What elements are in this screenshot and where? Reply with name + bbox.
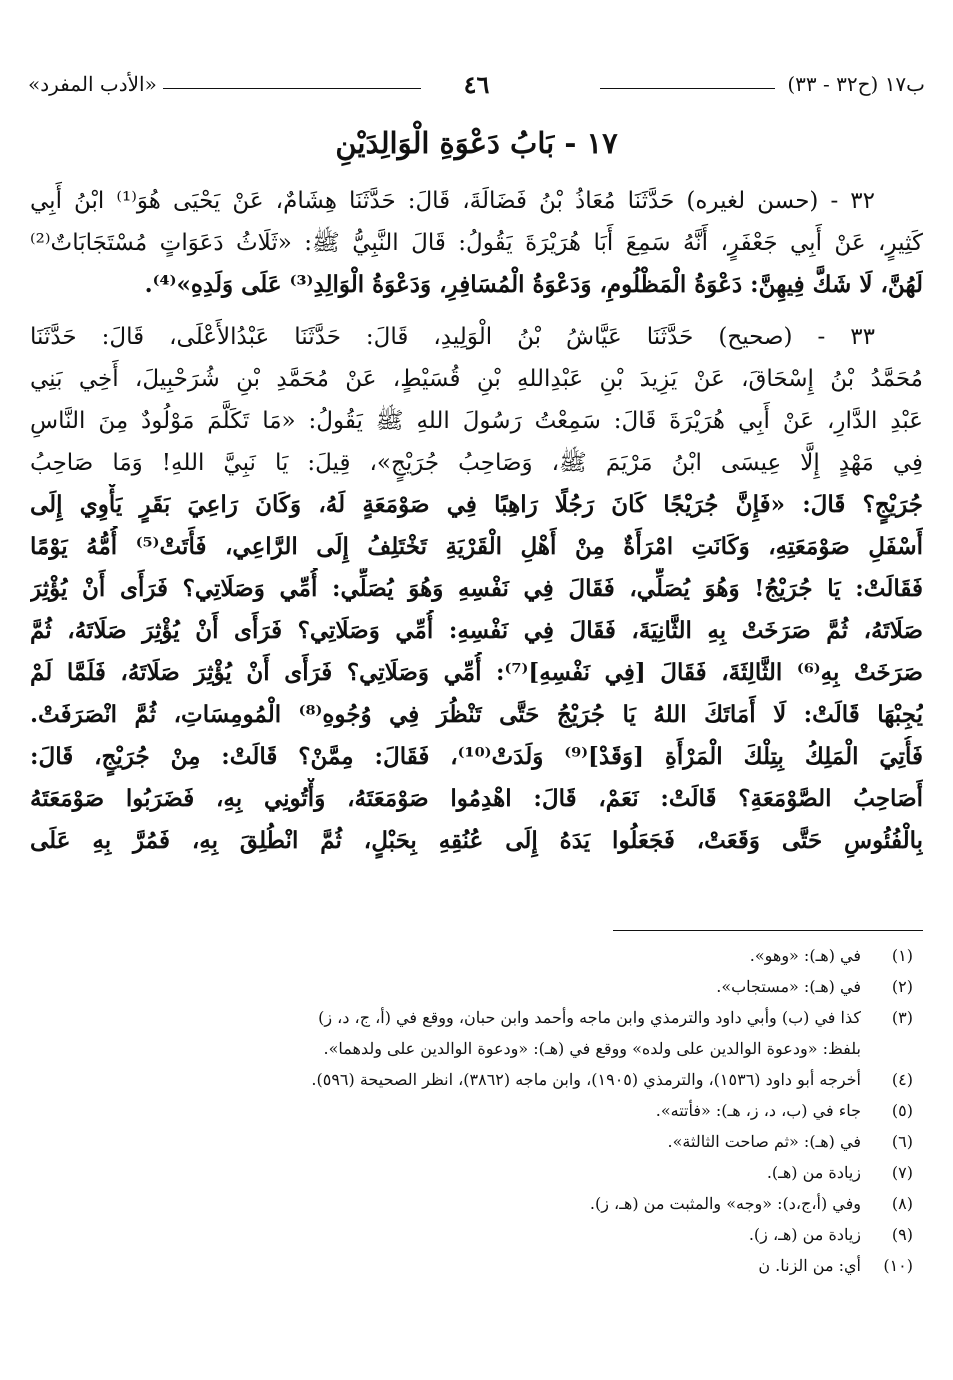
footnote-number: (٦) (891, 1132, 913, 1151)
footnote-number: (١) (891, 946, 913, 965)
hadith-33-line: يُجِبْهَا قَالَتْ: لَا أَمَاتَكَ اللهُ يَا جُرَيْجُ حَتَّى تَنْظُرَ فِي وُجُوهِ⁽⁸⁾ الْمُومِسَاتِ، ثُمَّ انْصَرَفَتْ. (30, 701, 923, 728)
footnote-divider (613, 930, 923, 931)
footnotes (30, 940, 913, 1281)
footnote-number: (٣) (891, 1008, 913, 1027)
footnote-number: (٤) (891, 1070, 913, 1089)
footnote-item (30, 1064, 913, 1095)
footnote-text: جاء في (ب، د، ز، هـ): «فأتته». (655, 1101, 861, 1120)
hadith-33-line: مُحَمَّدُ بْنُ إِسْحَاقَ، عَنْ يَزِيدَ بْنِ عَبْدِاللهِ بْنِ قُسَيْطٍ، عَنْ مُحَمَّدِ بْنِ شُرَحْبِيلَ، أَخِي بَنِي (30, 366, 923, 392)
hadith-32-line: كَثِيرٍ، عَنْ أَبِي جَعْفَرٍ، أَنَّهُ سَمِعَ أَبَا هُرَيْرَةَ يَقُولُ: قَالَ النَّبِيُّ ﷺ: «ثَلَاثُ دَعَوَاتٍ مُسْتَجَابَاتٌ⁽²⁾ (30, 230, 923, 256)
hadith-33-line: صَلَاتَهُ، ثُمَّ صَرَخَتْ بِهِ الثَّانِيَةَ، فَقَالَ فِي نَفْسِهِ: أُمِّي وَصَلَاتِي؟ فَرَأَى أَنْ يُؤْثِرَ صَلَاتَهُ، ثُمَّ (30, 617, 923, 644)
header-rule-left (163, 88, 421, 89)
footnote-item (30, 1219, 913, 1250)
footnote-text: زيادة من (هـ). (766, 1163, 861, 1182)
footnote-item (30, 940, 913, 971)
footnote-item (30, 1126, 913, 1157)
hadith-32-line: لَهُنَّ، لَا شَكَّ فِيهِنَّ: دَعْوَةُ الْمَظْلُومِ، وَدَعْوَةُ الْمُسَافِرِ، وَدَعْوَةُ الْوَالِدِ⁽³⁾ عَلَى وَلَدِهِ»⁽⁴⁾. (144, 271, 923, 298)
hadith-33-line: أَصَاحِبُ الصَّوْمَعَةِ؟ قَالَتْ: نَعَمْ، قَالَ: اهْدِمُوا صَوْمَعَتَهُ، وَأْتُونِي بِهِ، فَضَرَبُوا صَوْمَعَتَهُ (30, 785, 923, 812)
footnote-item (30, 1002, 913, 1033)
hadith-33-line: بِالْفُئُوسِ حَتَّى وَقَعَتْ، فَجَعَلُوا يَدَهُ إِلَى عُنُقِهِ بِحَبْلٍ، ثُمَّ انْطُلِقَ بِهِ، فَمُرَّ بِهِ عَلَى (30, 827, 923, 854)
running-header (28, 62, 925, 112)
book-title: «الأدب المفرد» (28, 72, 157, 96)
footnote-continuation: بلفظ: «ودعوة الوالدين على ولده» ووقع في (هـ): «ودعوة الوالدين على ولدهما». (323, 1039, 861, 1058)
page-number: ٤٦ (463, 70, 490, 99)
chapter-title: ١٧ - بَابُ دَعْوَةِ الْوَالِدَيْنِ (335, 126, 618, 160)
footnote-number: (٧) (891, 1163, 913, 1182)
footnote-text: كذا في (ب) وأبي داود والترمذي وابن ماجه وأحمد وابن حبان، ووقع في (أ، ج، د، ز) (318, 1008, 861, 1027)
section-reference: ب١٧ (ح٣٢ - ٣٣) (787, 72, 925, 96)
hadith-32-line: ٣٢ - (حسن لغيره) حَدَّثَنَا مُعَاذُ بْنُ فَضَالَةَ، قَالَ: حَدَّثَنَا هِشَامٌ، عَنْ يَحْيَى هُوَ⁽¹⁾ ابْنُ أَبِي (30, 188, 875, 214)
footnote-item (30, 1095, 913, 1126)
hadith-33-line: فِي مَهْدٍ إِلَّا عِيسَى ابْنُ مَرْيَمَ ﷺ، وَصَاحِبُ جُرَيْجٍ»، قِيلَ: يَا نَبِيَّ اللهِ! وَمَا صَاحِبُ (30, 450, 923, 476)
footnote-text: أخرجه أبو داود (١٥٣٦)، والترمذي (١٩٠٥)، وابن ماجه (٣٨٦٢)، انظر الصحيحة (٥٩٦). (311, 1070, 861, 1089)
footnote-text: زيادة من (هـ، ز). (748, 1225, 861, 1244)
footnote-text: في (هـ): «مستجاب». (716, 977, 861, 996)
footnote-number: (٥) (891, 1101, 913, 1120)
hadith-33-line: أَسْفَلِ صَوْمَعَتِهِ، وَكَانَتِ امْرَأَةٌ مِنْ أَهْلِ الْقَرْيَةِ تَخْتَلِفُ إِلَى الرَّاعِي، فَأَتَتْ⁽⁵⁾ أُمُّهُ يَوْمًا (30, 533, 923, 560)
main-text (30, 180, 923, 862)
footnote-text: وفي (أ،ج،د): «وجه» والمثبت من (هـ، ز). (589, 1194, 861, 1213)
footnote-item (30, 1188, 913, 1219)
hadith-33-line: جُرَيْجٍ؟ قَالَ: «فَإِنَّ جُرَيْجًا كَانَ رَجُلًا رَاهِبًا فِي صَوْمَعَةٍ لَهُ، وَكَانَ رَاعِيَ بَقَرٍ يَأْوِي إِلَى (30, 491, 923, 518)
hadith-33-line: فَقَالَتْ: يَا جُرَيْجُ! وَهُوَ يُصَلِّي، فَقَالَ فِي نَفْسِهِ وَهُوَ يُصَلِّي: أُمِّي وَصَلَاتِي؟ فَرَأَى أَنْ يُؤْثِرَ (30, 575, 923, 602)
footnote-number: (٨) (891, 1194, 913, 1213)
footnote-number: (١٠) (883, 1256, 913, 1275)
footnote-item (30, 1157, 913, 1188)
footnote-item (30, 1250, 913, 1281)
hadith-33-line: عَبْدِ الدَّارِ، عَنْ أَبِي هُرَيْرَةَ قَالَ: سَمِعْتُ رَسُولَ اللهِ ﷺ يَقُولُ: «مَا تَكَلَّمَ مَوْلُودٌ مِنَ النَّاسِ (30, 408, 923, 434)
footnote-number: (٢) (891, 977, 913, 996)
hadith-33-line: فَأُتِيَ الْمَلِكُ بِتِلْكَ الْمَرْأَةِ [وَقَدْ]⁽⁹⁾ وَلَدَتْ⁽¹⁰⁾، فَقَالَ: مِمَّنْ؟ قَالَتْ: مِنْ جُرَيْجٍ، قَالَ: (30, 743, 923, 770)
footnote-text: في (هـ): «ثم صاحت الثالثة». (667, 1132, 861, 1151)
hadith-33-line: صَرَخَتْ بِهِ⁽⁶⁾ الثَّالِثَةَ، فَقَالَ [فِي نَفْسِهِ]⁽⁷⁾: أُمِّي وَصَلَاتِي؟ فَرَأَى أَنْ يُؤْثِرَ صَلَاتَهُ، فَلَمَّا لَمْ (30, 659, 923, 686)
footnote-text: في (هـ): «وهو». (749, 946, 861, 965)
footnote-text: أي: من الزنا. ن (758, 1256, 861, 1275)
footnote-item (30, 971, 913, 1002)
hadith-33-line: ٣٣ - (صحيح) حَدَّثَنَا عَيَّاشُ بْنُ الْوَلِيدِ، قَالَ: حَدَّثَنَا عَبْدُالأَعْلَى، قَالَ: حَدَّثَنَا (30, 324, 875, 350)
footnote-number: (٩) (891, 1225, 913, 1244)
